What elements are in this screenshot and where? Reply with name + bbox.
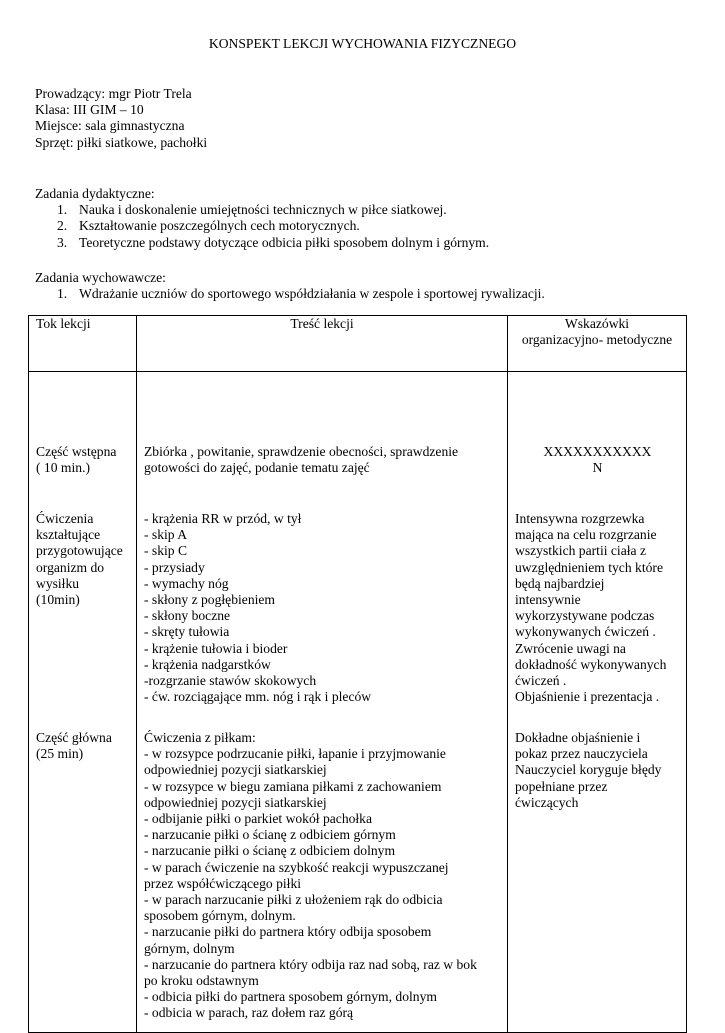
didactic-heading: Zadania dydaktyczne: xyxy=(35,186,155,201)
didactic-item: 1. Nauka i doskonalenie umiejętności technicznych w piłce siatkowej. xyxy=(57,202,447,218)
educational-item: 1. Wdrażanie uczniów do sportowego współdziałania w zespole i sportowej rywalizacji. xyxy=(57,286,545,302)
col-tresc-lekcji xyxy=(137,372,508,1033)
col-tok-lekcji xyxy=(29,372,137,1033)
table-body-row xyxy=(29,372,687,1033)
main-notes: Dokładne objaśnienie i pokaz przez nauczyciela Nauczyciel koryguje błędy popełniane przez ćwiczących xyxy=(515,730,662,810)
lesson-info xyxy=(35,86,207,151)
equipment-line: Sprzęt: piłki siatkowe, pachołki xyxy=(35,134,208,150)
main-phase: Część główna (25 min) xyxy=(36,730,112,762)
warmup-notes: Intensywna rozgrzewka mająca na celu rozgrzanie wszystkich partii ciała z uwzględnieniem tych które będą najbardziej intensywnie wykorzystywane podczas wykonywanych ćwiczeń . Zwrócenie uwagi na dokładność wykonywanych ćwiczeń . Objaśnienie i prezentacja . xyxy=(515,511,667,705)
header-tok-lekcji: Tok lekcji xyxy=(29,316,137,372)
header-tresc-lekcji: Treść lekcji xyxy=(137,316,508,372)
header-wskazowki: Wskazówki organizacyjno- metodyczne xyxy=(508,316,687,372)
educational-list xyxy=(35,286,685,302)
didactic-list xyxy=(35,202,685,251)
didactic-item: 2. Kształtowanie poszczególnych cech motorycznych. xyxy=(57,218,360,234)
educational-heading: Zadania wychowawcze: xyxy=(35,270,166,285)
educational-tasks xyxy=(35,270,685,302)
document-title: KONSPEKT LEKCJI WYCHOWANIA FIZYCZNEGO xyxy=(208,36,517,51)
lesson-table xyxy=(28,315,687,1033)
class-line: Klasa: III GIM – 10 xyxy=(35,102,144,118)
col-wskazowki xyxy=(508,372,687,1033)
place-line: Miejsce: sala gimnastyczna xyxy=(35,118,185,134)
intro-phase: Część wstępna ( 10 min.) xyxy=(36,444,117,476)
intro-content: Zbiórka , powitanie, sprawdzenie obecności, sprawdzenie gotowości do zajęć, podanie tematu zajęć xyxy=(144,444,459,476)
warmup-content: - krążenia RR w przód, w tył - skip A - skip C - przysiady - wymachy nóg - skłony z pogłębieniem - skłony boczne - skręty tułowia - krążenie tułowia i bioder - krążenia nadgarstków -rozgrzanie stawów skokowych - ćw. rozciągające mm. nóg i rąk i pleców xyxy=(144,511,372,705)
table-header-row xyxy=(29,316,687,372)
didactic-tasks xyxy=(35,186,685,251)
teacher-line: Prowadzący: mgr Piotr Trela xyxy=(35,86,192,101)
intro-notes: XXXXXXXXXXX N xyxy=(543,444,652,476)
didactic-item: 3. Teoretyczne podstawy dotyczące odbicia piłki sposobem dolnym i górnym. xyxy=(57,234,490,250)
warmup-phase: Ćwiczenia kształtujące przygotowujące organizm do wysiłku (10min) xyxy=(36,511,123,608)
main-content: Ćwiczenia z piłkam: - w rozsypce podrzucanie piłki, łapanie i przyjmowanie odpowiedniej pozycji siatkarskiej - w rozsypce w biegu zamiana piłkami z zachowaniem odpowiedniej pozycji siatkarskiej - odbijanie piłki o parkiet wokół pachołka - narzucanie piłki o ścianę z odbiciem górnym - narzucanie piłki o ścianę z odbiciem dolnym - w parach ćwiczenie na szybkość reakcji wypuszczanej przez współćwiczącego piłki - w parach narzucanie piłki z ułożeniem rąk do odbicia sposobem górnym, dolnym. - narzucanie piłki do partnera który odbija sposobem górnym, dolnym - narzucanie do partnera który odbija raz nad sobą, raz w bok po kroku odstawnym - odbicia piłki do partnera sposobem górnym, dolnym - odbicia w parach, raz dołem raz górą xyxy=(144,730,477,1021)
